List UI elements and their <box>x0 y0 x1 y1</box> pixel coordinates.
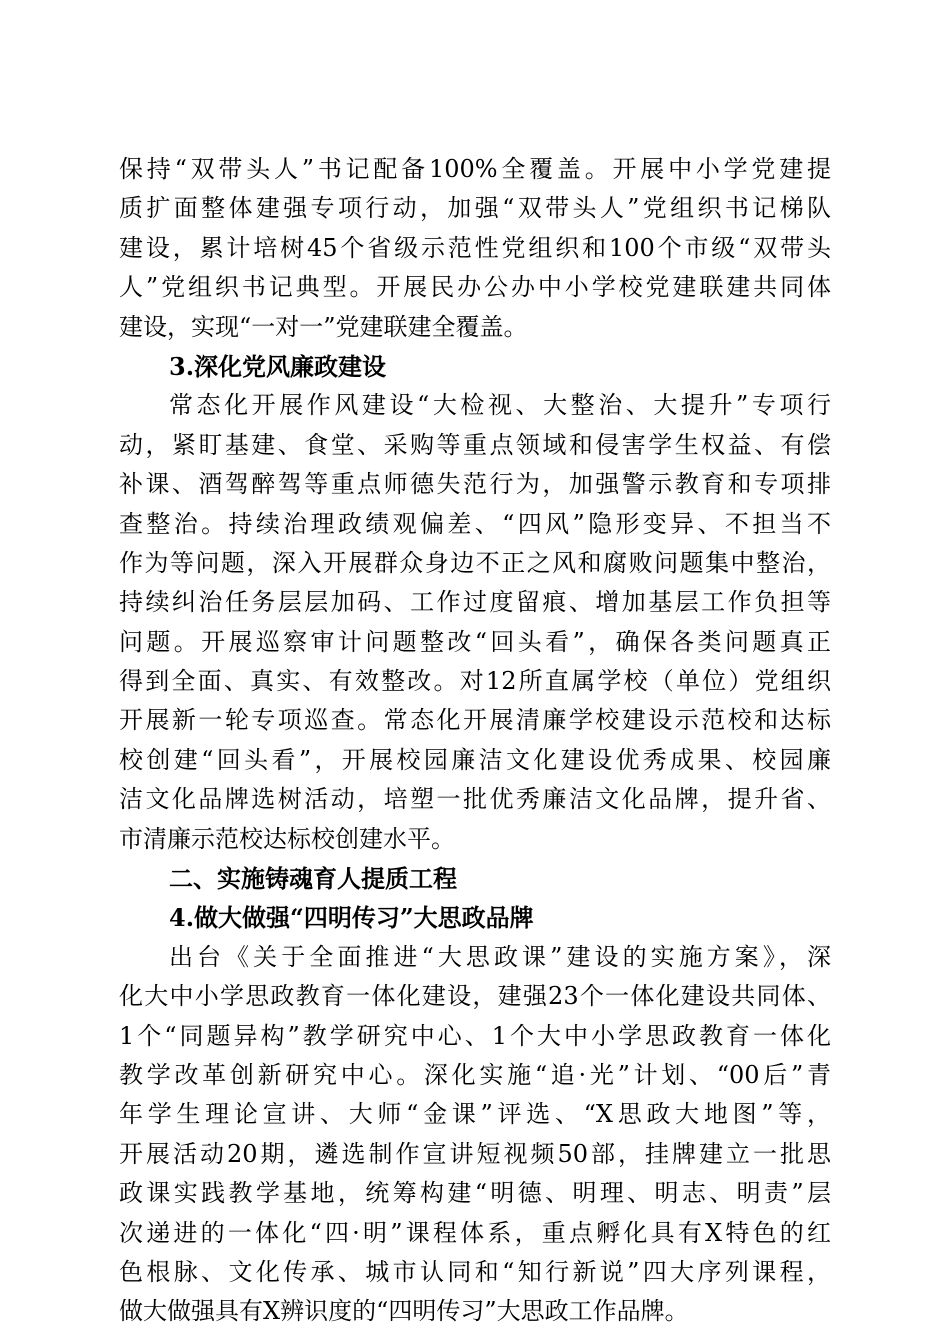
section-heading: 3.深化党风廉政建设 <box>169 351 387 381</box>
paragraph-line: 补课、酒驾醉驾等重点师德失范行为，加强警示教育和专项排 <box>119 470 831 499</box>
paragraph-line: 建设，实现“一对一”党建联建全覆盖。 <box>119 312 528 341</box>
document-body <box>119 150 831 1332</box>
paragraph-line: 作为等问题，深入开展群众身边不正之风和腐败问题集中整治， <box>119 548 831 577</box>
paragraph-line: 建设，累计培树45个省级示范性党组织和100个市级“双带头 <box>119 233 831 262</box>
paragraph-line: 教学改革创新研究中心。深化实施“追·光”计划、“00后”青 <box>119 1060 831 1089</box>
paragraph-line: 保持“双带头人”书记配备100%全覆盖。开展中小学党建提 <box>119 155 831 183</box>
paragraph-line: 人”党组织书记典型。开展民办公办中小学校党建联建共同体 <box>119 273 831 302</box>
section-heading: 4.做大做强“四明传习”大思政品牌 <box>169 903 534 933</box>
paragraph-line: 做大做强具有X辨识度的“四明传习”大思政工作品牌。 <box>119 1297 689 1326</box>
paragraph-line: 持续纠治任务层层加码、工作过度留痕、增加基层工作负担等 <box>119 588 831 617</box>
paragraph-line: 问题。开展巡察审计问题整改“回头看”，确保各类问题真正 <box>119 627 831 656</box>
paragraph-line: 校创建“回头看”，开展校园廉洁文化建设优秀成果、校园廉 <box>119 745 831 774</box>
paragraph-line: 市清廉示范校达标校创建水平。 <box>119 824 455 853</box>
paragraph-line: 年学生理论宣讲、大师“金课”评选、“X思政大地图”等， <box>119 1100 831 1129</box>
paragraph-line: 出台《关于全面推进“大思政课”建设的实施方案》，深 <box>169 942 831 971</box>
paragraph-line: 质扩面整体建强专项行动，加强“双带头人”党组织书记梯队 <box>119 194 831 223</box>
paragraph-line: 色根脉、文化传承、城市认同和“知行新说”四大序列课程， <box>119 1257 831 1286</box>
paragraph-line: 常态化开展作风建设“大检视、大整治、大提升”专项行 <box>169 391 831 420</box>
paragraph-line: 化大中小学思政教育一体化建设，建强23个一体化建设共同体、 <box>119 982 831 1011</box>
paragraph-line: 得到全面、真实、有效整改。对12所直属学校（单位）党组织 <box>119 667 831 696</box>
paragraph-line: 动，紧盯基建、食堂、采购等重点领域和侵害学生权益、有偿 <box>119 430 831 459</box>
paragraph-line: 1个“同题异构”教学研究中心、1个大中小学思政教育一体化 <box>119 1021 831 1050</box>
chapter-heading: 二、实施铸魂育人提质工程 <box>169 864 457 894</box>
paragraph-line: 开展新一轮专项巡查。常态化开展清廉学校建设示范校和达标 <box>119 706 831 735</box>
paragraph-line: 洁文化品牌选树活动，培塑一批优秀廉洁文化品牌，提升省、 <box>119 785 831 814</box>
paragraph-line: 次递进的一体化“四·明”课程体系，重点孵化具有X特色的红 <box>119 1218 831 1247</box>
paragraph-line: 开展活动20期，遴选制作宣讲短视频50部，挂牌建立一批思 <box>119 1139 831 1168</box>
paragraph-line: 查整治。持续治理政绩观偏差、“四风”隐形变异、不担当不 <box>119 509 831 538</box>
paragraph-line: 政课实践教学基地，统筹构建“明德、明理、明志、明责”层 <box>119 1179 831 1208</box>
